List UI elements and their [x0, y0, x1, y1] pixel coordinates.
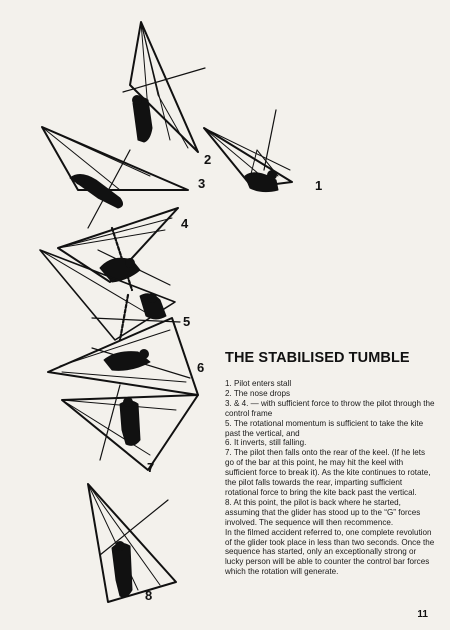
- glider-position-2: [123, 22, 205, 152]
- step-2: 2. The nose drops: [225, 388, 291, 398]
- glider-position-8: [88, 484, 176, 602]
- step-5: 5. The rotational momentum is sufficient to take the kite past the vertical, and: [225, 418, 424, 438]
- figure-label-3: 3: [198, 176, 206, 191]
- step-6: 6. It inverts, still falling.: [225, 438, 307, 448]
- glider-position-4: [58, 208, 178, 290]
- figure-label-5: 5: [183, 314, 191, 329]
- figure-label-2: 2: [204, 152, 212, 167]
- caption-body: [225, 379, 435, 577]
- step-7: 7. The pilot then falls onto the rear of the keel. (If he lets go of the bar at this point, he may hit the keel with sufficient force to break it). As the kite continues to rotate, the pilot falls towards the rear, imparting sufficient rotational force to bring the kite back past the vertical.: [225, 448, 431, 497]
- figure-label-7: 7: [147, 460, 155, 475]
- page-number: 11: [417, 609, 428, 620]
- figure-label-8: 8: [145, 588, 153, 603]
- figure-label-4: 4: [181, 216, 189, 231]
- figure-label-1: 1: [315, 178, 323, 193]
- figure-label-6: 6: [197, 360, 205, 375]
- glider-position-6: [48, 318, 198, 395]
- glider-position-7: [62, 385, 198, 470]
- section-heading: THE STABILISED TUMBLE: [225, 350, 410, 366]
- glider-position-1: [204, 110, 292, 192]
- step-8: 8. At this point, the pilot is back where he started, assuming that the glider has stood up to the “G” forces involved. The sequence will then recommence.: [225, 497, 421, 527]
- step-1: 1. Pilot enters stall: [225, 379, 292, 388]
- closing-paragraph: In the filmed accident referred to, one complete revolution of the glider took place in less than two seconds. Once the sequence has started, only an exceptionally strong or lucky person will be able to counter the control bar forces which the rotation will generate.: [225, 527, 435, 577]
- step-3-4: 3. & 4. — with sufficient force to throw the pilot through the control frame: [225, 398, 435, 418]
